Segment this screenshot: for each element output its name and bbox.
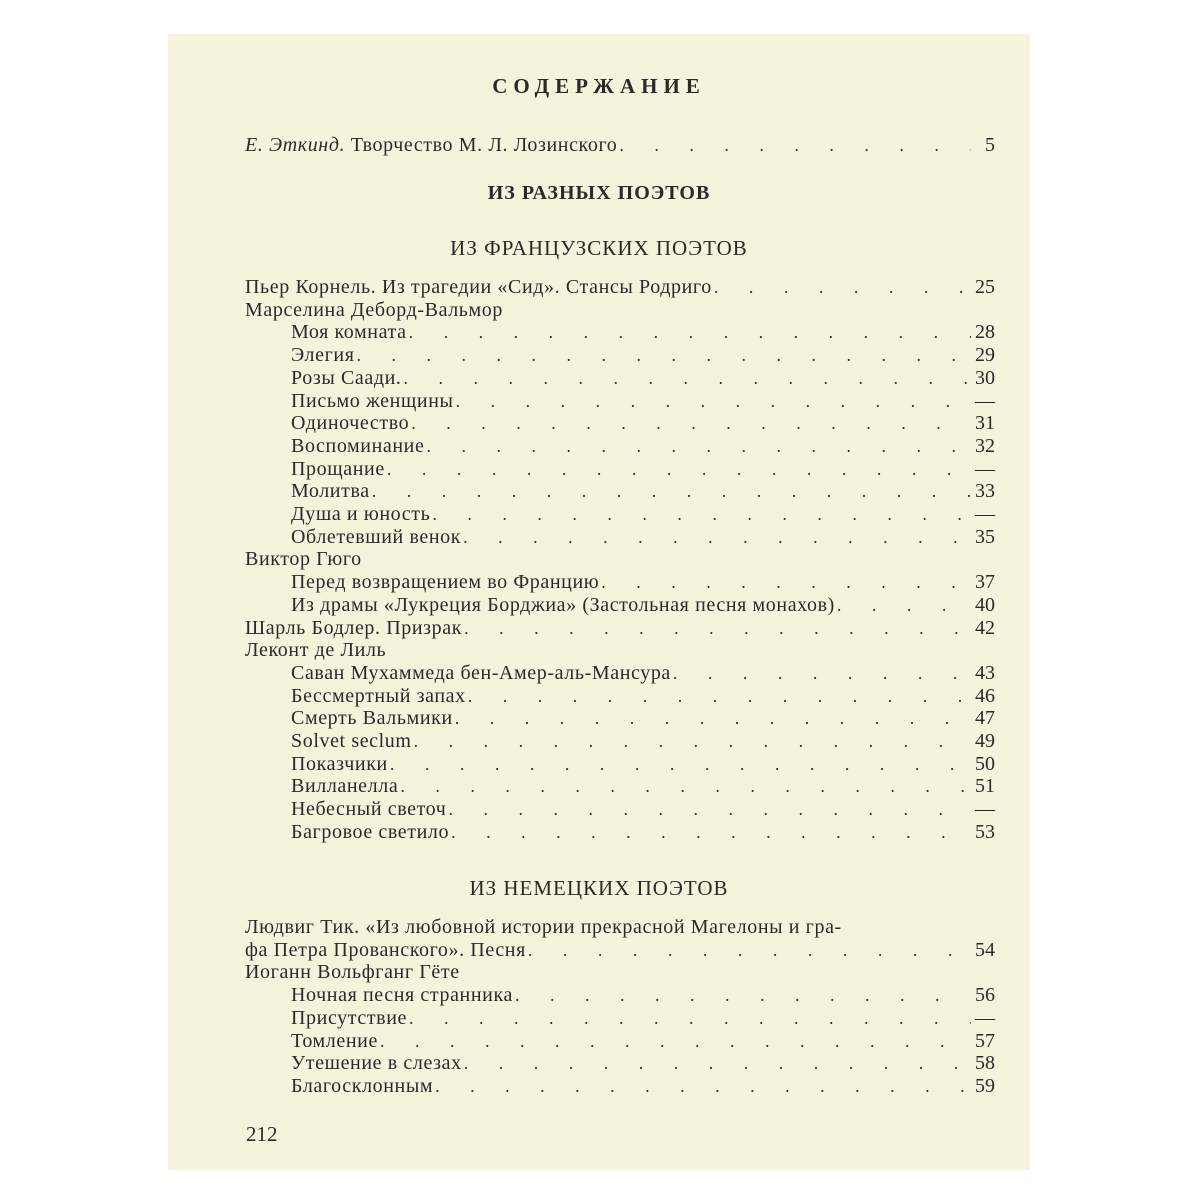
toc-entry-title: Леконт де Лиль [245, 639, 387, 662]
toc-entry-page: 37 [975, 571, 995, 594]
toc-entry [291, 753, 995, 775]
toc-entry-title: Благосклонным [291, 1074, 434, 1097]
leader-dots [714, 276, 971, 298]
toc-entry-page: 51 [975, 775, 995, 798]
leader-dots [414, 730, 971, 752]
toc-entry [291, 730, 995, 752]
toc-entry-page: 43 [975, 661, 995, 684]
toc-entry [291, 435, 995, 457]
toc-entry [291, 344, 995, 366]
intro-page: 5 [985, 134, 995, 156]
toc-entry-title: Воспоминание [291, 434, 425, 457]
toc-entry [291, 984, 995, 1006]
toc-entry-page: 31 [975, 412, 995, 435]
toc-entry-page: 59 [975, 1074, 995, 1097]
toc-entry-page: 56 [975, 984, 995, 1007]
toc-entry-title: Иоганн Вольфганг Гёте [245, 961, 460, 984]
toc-entry-title: Багровое светило [291, 820, 450, 843]
toc-entry-title: Письмо женщины [291, 389, 454, 412]
leader-dots [411, 412, 971, 434]
toc-entry-title: Молитва [291, 480, 370, 503]
toc-entry-page: 29 [975, 344, 995, 367]
leader-dots [456, 390, 971, 412]
toc-entry [291, 707, 995, 729]
toc-entry [291, 821, 995, 843]
toc-entry-page: 30 [975, 366, 995, 389]
toc-entry [291, 685, 995, 707]
toc-entry [291, 571, 995, 593]
toc-entry [245, 276, 995, 298]
toc-entry-page: 32 [975, 434, 995, 457]
toc-entry-title: фа Петра Прованского». Песня [245, 938, 526, 961]
toc-entry-title: Перед возвращением во Францию [291, 571, 600, 594]
toc-entry-title: Элегия [291, 344, 355, 367]
toc-entry-title: Solvet seclum [291, 730, 412, 752]
toc-entry-title: Небесный светоч [291, 798, 447, 821]
toc-entry [291, 662, 995, 684]
toc-entry [291, 480, 995, 502]
section-heading-german: ИЗ НЕМЕЦКИХ ПОЭТОВ [469, 876, 729, 900]
toc-entry-title: Бессмертный запах [291, 684, 466, 707]
toc-entry-title: Из драмы «Лукреция Борджиа» (Застольная песня монахов) [291, 593, 835, 616]
toc-entry-page: 42 [975, 616, 995, 639]
leader-dots [448, 798, 971, 820]
toc-entry-page: — [975, 503, 995, 525]
toc-entry-page: 49 [975, 730, 995, 752]
leader-dots [380, 1030, 971, 1052]
toc-entry-title: Одиночество [291, 412, 410, 435]
leader-dots [432, 503, 971, 525]
toc-entry [291, 503, 995, 525]
toc-entry-title: Людвиг Тик. «Из любовной истории прекрасной Магелоны и гра- [245, 916, 842, 938]
toc-entry-page: 53 [975, 820, 995, 843]
toc-entry-title: Пьер Корнель. Из трагедии «Сид». Стансы Родриго [245, 276, 712, 298]
toc-entry [245, 939, 995, 961]
toc-entry [291, 594, 995, 616]
leader-dots [619, 134, 971, 156]
toc-entry [291, 526, 995, 548]
toc-entry [245, 548, 995, 570]
leader-dots [400, 775, 971, 797]
toc-entry [291, 1052, 995, 1074]
intro-author: Е. Эткинд. [245, 134, 346, 156]
leader-dots [528, 939, 971, 961]
toc-entry [291, 1030, 995, 1052]
leader-dots [673, 662, 971, 684]
leader-dots [426, 435, 971, 457]
toc-entry [245, 639, 995, 661]
toc-entry-title: Душа и юность [291, 503, 431, 525]
leader-dots [372, 480, 971, 502]
intro-title: Творчество М. Л. Лозинского [350, 134, 618, 156]
toc-entry-title: Томление [291, 1029, 378, 1052]
toc-entry-title: Вилланелла [291, 775, 399, 798]
toc-entry-page: 58 [975, 1052, 995, 1075]
leader-dots [464, 617, 971, 639]
leader-dots [404, 367, 971, 389]
page-number: 212 [246, 1122, 278, 1146]
leader-dots [387, 458, 971, 480]
toc-entry [291, 321, 995, 343]
toc-entry [291, 412, 995, 434]
toc-entry [291, 1075, 995, 1097]
toc-entry [291, 390, 995, 412]
leader-dots [409, 321, 971, 343]
toc-entry-title: Смерть Вальмики [291, 707, 453, 730]
toc-entry-page: — [975, 798, 995, 821]
toc-entry-title: Розы Саади. [291, 366, 402, 389]
leader-dots [515, 984, 971, 1006]
leader-dots [357, 344, 971, 366]
toc-entry-title: Утешение в слезах [291, 1052, 462, 1075]
toc-entry-page: 33 [975, 480, 995, 503]
toc-entry [291, 367, 995, 389]
toc-entry-page: — [975, 1006, 995, 1029]
section-heading-french: ИЗ ФРАНЦУЗСКИХ ПОЭТОВ [450, 236, 748, 260]
toc-entry [245, 961, 995, 983]
toc-entry-title: Ночная песня странника [291, 984, 513, 1007]
toc-entry-title: Присутствие [291, 1006, 407, 1029]
toc-entry-title: Шарль Бодлер. Призрак [245, 616, 463, 639]
toc-entry-page: 40 [975, 593, 995, 616]
section-heading-main: ИЗ РАЗНЫХ ПОЭТОВ [487, 182, 711, 204]
toc-entry [291, 775, 995, 797]
leader-dots [455, 707, 971, 729]
intro-entry [245, 134, 995, 156]
toc-entry-page: — [975, 389, 995, 412]
leader-dots [390, 753, 971, 775]
leader-dots [451, 821, 971, 843]
leader-dots [435, 1075, 971, 1097]
toc-entry-title: Моя комната [291, 321, 407, 344]
toc-entry-page: 57 [975, 1029, 995, 1052]
toc-entry [291, 1007, 995, 1029]
leader-dots [468, 685, 971, 707]
leader-dots [409, 1007, 971, 1029]
toc-entry-page: 54 [975, 938, 995, 961]
leader-dots [837, 594, 971, 616]
toc-entry-title: Облетевший венок [291, 525, 462, 548]
toc-entry [245, 617, 995, 639]
toc-entry-page: 47 [975, 707, 995, 730]
toc-entry-page: 35 [975, 525, 995, 548]
toc-entry [245, 916, 995, 938]
toc-entry [245, 299, 995, 321]
toc-entry-title: Прощание [291, 457, 385, 480]
toc-entry-title: Показчики [291, 752, 388, 775]
leader-dots [464, 1052, 971, 1074]
leader-dots [601, 571, 971, 593]
toc-entry-page: — [975, 457, 995, 480]
toc-entry [291, 798, 995, 820]
toc-entry-page: 50 [975, 752, 995, 775]
toc-entry-title: Марселина Деборд-Вальмор [245, 298, 503, 321]
toc-entry-page: 28 [975, 321, 995, 344]
toc-entry-title: Виктор Гюго [245, 548, 362, 571]
toc-entry-page: 25 [975, 276, 995, 298]
toc-entry-page: 46 [975, 684, 995, 707]
leader-dots [463, 526, 971, 548]
toc-entry [291, 458, 995, 480]
toc-entry-title: Саван Мухаммеда бен-Амер-аль-Мансура [291, 661, 671, 684]
page-title: СОДЕРЖАНИЕ [492, 74, 706, 98]
